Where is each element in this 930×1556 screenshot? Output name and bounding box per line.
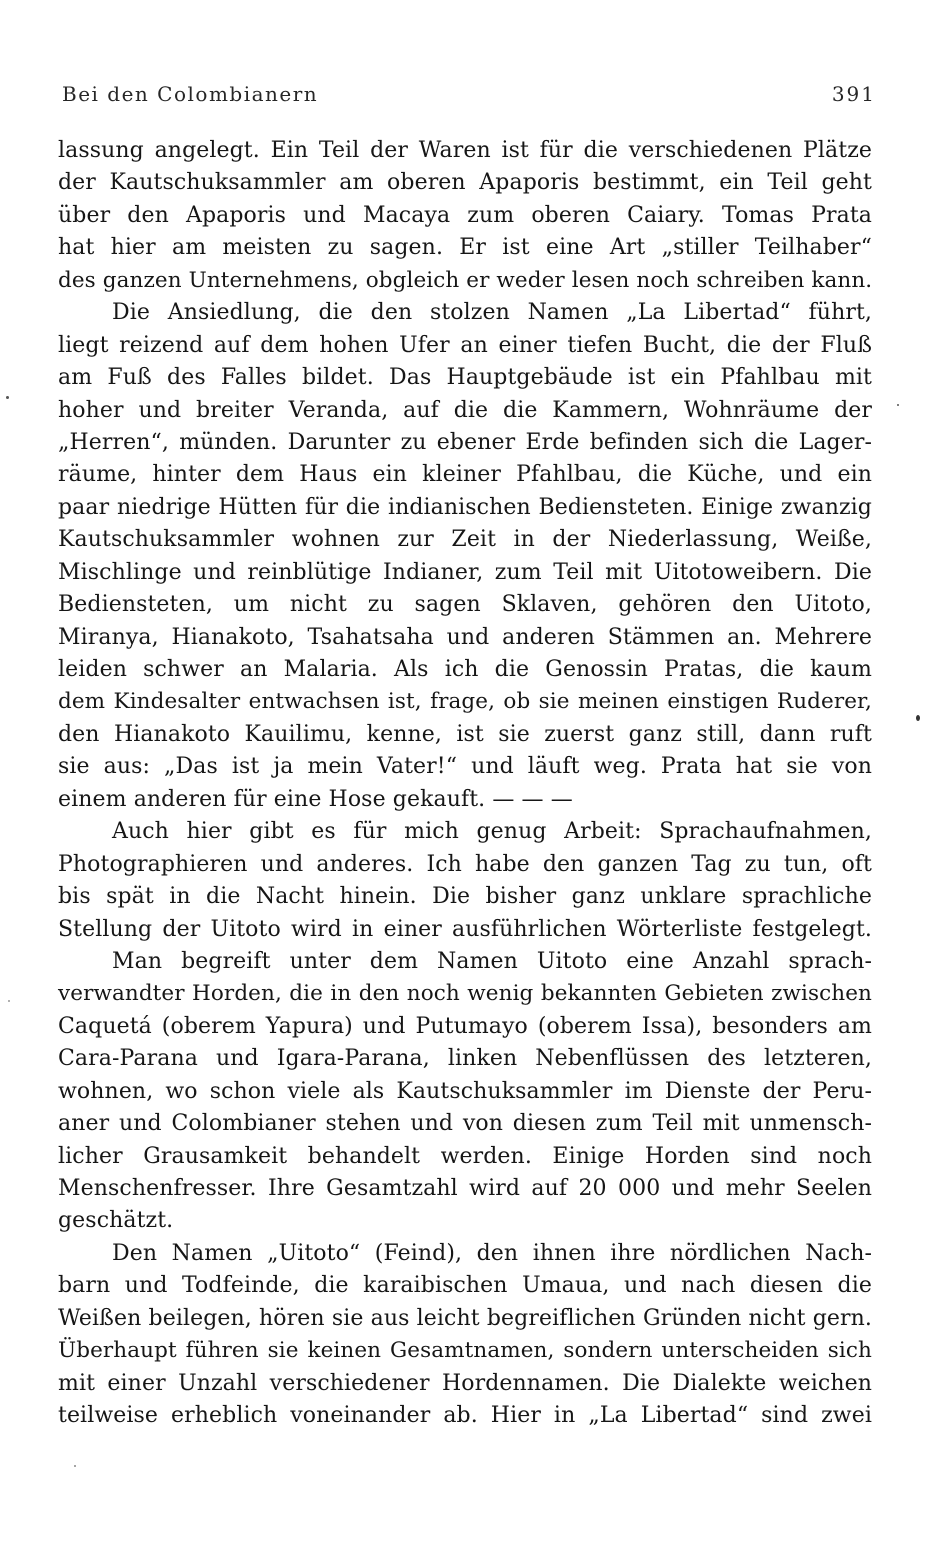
paragraph-start-line: Die Ansiedlung, die den stolzen Namen „La Libertad“ führt, [112, 300, 872, 326]
text-line: lassung angelegt. Ein Teil der Waren ist für die verschiedenen Plätze [58, 138, 872, 163]
text-line: bis spät in die Nacht hinein. Die bisher ganz unklare sprachliche [58, 884, 872, 910]
text-line: sie aus: „Das ist ja mein Vater!“ und läuft weg. Prata hat sie von [58, 754, 872, 780]
text-line: dem Kindesalter entwachsen ist, frage, ob sie meinen einstigen Ruderer, [58, 689, 872, 715]
text-line: Caquetá (oberem Yapura) und Putumayo (oberem Issa), besonders am [58, 1013, 872, 1039]
body-text [58, 135, 872, 1433]
text-line: paar niedrige Hütten für die indianischen Bediensteten. Einige zwanzig [58, 494, 872, 520]
running-head [62, 82, 876, 110]
scan-speck [916, 715, 920, 721]
paragraph-start-line: Auch hier gibt es für mich genug Arbeit: Sprachaufnahmen, [112, 819, 872, 845]
paragraph-end-line: einem anderen für eine Hose gekauft. — — — [58, 786, 573, 812]
text-line: hoher und breiter Veranda, auf die die Kammern, Wohnräume der [58, 397, 872, 423]
paragraph-end-line: geschätzt. [58, 1208, 174, 1234]
text-line: Photographieren und anderes. Ich habe den ganzen Tag zu tun, oft [58, 851, 872, 877]
paragraph-start-line: Den Namen „Uitoto“ (Feind), den ihnen ihre nördlichen Nach- [112, 1240, 872, 1266]
text-line: Menschenfresser. Ihre Gesamtzahl wird auf 20 000 und mehr Seelen [58, 1176, 872, 1201]
text-line: aner und Colombianer stehen und von diesen zum Teil mit unmensch- [58, 1111, 872, 1137]
text-line: räume, hinter dem Haus ein kleiner Pfahlbau, die Küche, und ein [58, 462, 872, 488]
text-line: des ganzen Unternehmens, obgleich er weder lesen noch schreiben kann. [58, 267, 873, 293]
text-line: Kautschuksammler wohnen zur Zeit in der Niederlassung, Weiße, [58, 527, 872, 553]
text-line: teilweise erheblich voneinander ab. Hier in „La Libertad“ sind zwei [58, 1403, 872, 1429]
text-line: Mischlinge und reinblütige Indianer, zum Teil mit Uitotoweibern. Die [58, 559, 872, 585]
scan-speck [6, 396, 9, 399]
text-line: wohnen, wo schon viele als Kautschuksammler im Dienste der Peru- [58, 1078, 872, 1104]
text-line: hat hier am meisten zu sagen. Er ist eine Art „stiller Teilhaber“ [58, 235, 872, 261]
text-line: der Kautschuksammler am oberen Apaporis bestimmt, ein Teil geht [58, 170, 872, 196]
text-line: barn und Todfeinde, die karaibischen Umaua, und nach diesen die [58, 1273, 872, 1299]
text-line: Überhaupt führen sie keinen Gesamtnamen, sondern unterscheiden sich [58, 1338, 872, 1364]
text-line: „Herren“, münden. Darunter zu ebener Erde befinden sich die Lager- [58, 429, 872, 455]
text-line: liegt reizend auf dem hohen Ufer an einer tiefen Bucht, die der Fluß [58, 332, 872, 358]
text-line: Stellung der Uitoto wird in einer ausführlichen Wörterliste festgelegt. [58, 916, 872, 942]
text-line: den Hianakoto Kauilimu, kenne, ist sie zuerst ganz still, dann ruft [58, 721, 872, 747]
text-line: Miranya, Hianakoto, Tsahatsaha und anderen Stämmen an. Mehrere [58, 624, 872, 650]
page-number: 391 [831, 82, 876, 106]
text-line: licher Grausamkeit behandelt werden. Einige Horden sind noch [58, 1143, 872, 1169]
scan-speck [8, 1000, 10, 1002]
text-line: Cara-Parana und Igara-Parana, linken Nebenflüssen des letzteren, [58, 1046, 872, 1072]
text-line: mit einer Unzahl verschiedener Hordennamen. Die Dialekte weichen [58, 1370, 872, 1396]
scan-speck [74, 1465, 76, 1467]
text-line: am Fuß des Falles bildet. Das Hauptgebäude ist ein Pfahlbau mit [58, 365, 872, 391]
text-line: Bediensteten, um nicht zu sagen Sklaven, gehören den Uitoto, [58, 592, 872, 618]
text-line: Weißen beilegen, hören sie aus leicht begreiflichen Gründen nicht gern. [58, 1305, 872, 1331]
text-line: über den Apaporis und Macaya zum oberen Caiary. Tomas Prata [58, 202, 872, 228]
scan-speck [897, 404, 899, 406]
text-line: verwandter Horden, die in den noch wenig bekannten Gebieten zwischen [58, 981, 872, 1007]
running-title: Bei den Colombianern [62, 82, 319, 106]
paragraph-start-line: Man begreift unter dem Namen Uitoto eine Anzahl sprach- [112, 948, 872, 974]
text-line: leiden schwer an Malaria. Als ich die Genossin Pratas, die kaum [58, 657, 872, 682]
